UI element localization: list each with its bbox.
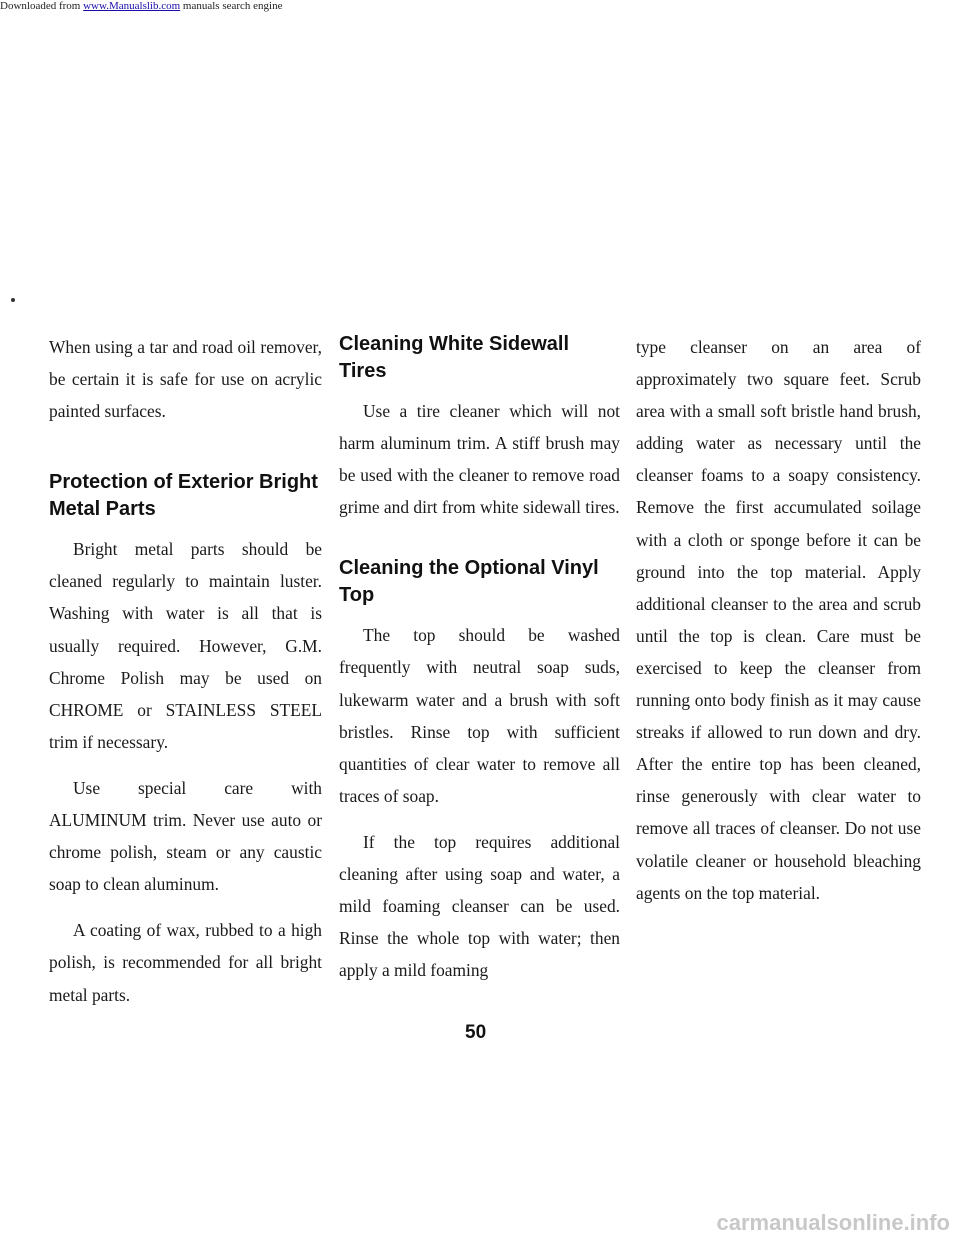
download-banner — [0, 0, 282, 12]
left-column — [49, 331, 322, 1025]
manualslib-link[interactable]: www.Manualslib.com — [83, 0, 181, 12]
heading-protection-bright-metal: Protection of Exterior Bright Metal Parts — [49, 471, 318, 521]
heading-white-sidewall-tires: Cleaning White Sidewall Tires — [339, 333, 570, 382]
stray-dot — [11, 298, 15, 302]
heading-vinyl-top: Cleaning the Optional Vinyl Top — [339, 557, 599, 607]
right-column — [636, 331, 921, 923]
tar-remover-note: When using a tar and road oil remover, be certain it is safe for use on acrylic painted surfaces. — [49, 337, 322, 422]
paragraph: Bright metal parts should be cleaned regularly to maintain luster. Washing with water is all that is usually required. However, G.M. Chrome Polish may be used on CHROME or STAINLESS STEEL trim if necessary. — [49, 539, 322, 752]
paragraph: A coating of wax, rubbed to a high polish, is recommended for all bright metal parts. — [49, 920, 322, 1005]
middle-column — [339, 331, 620, 1000]
paragraph: Use a tire cleaner which will not harm aluminum trim. A stiff brush may be used with the cleaner to remove road grime and dirt from white sidewall tires. — [339, 401, 620, 518]
banner-suffix: manuals search engine — [180, 0, 283, 12]
footer-watermark: carmanualsonline.info — [716, 1210, 950, 1235]
paragraph: If the top requires additional cleaning after using soap and water, a mild foaming cleanser can be used. Rinse the whole top with water; then apply a mild foaming — [339, 831, 620, 981]
paragraph: type cleanser on an area of approximately two square feet. Scrub area with a small soft bristle hand brush, adding water as necessary until the cleanser foams to a soapy consistency. Remove the first accumulated soilage with a cloth or sponge before it can be ground into the top material. Apply additional cleanser to the area and scrub until the top is clean. Care must be exercised to keep the cleanser from running onto body finish as it may cause streaks if allowed to run down and dry. After the entire top has been cleaned, rinse generously with clear water to remove all traces of cleanser. Do not use volatile cleaner or household bleaching agents on the top material. — [636, 337, 921, 903]
page-number: 50 — [465, 1022, 487, 1043]
banner-prefix: Downloaded from — [0, 0, 84, 12]
paragraph: The top should be washed frequently with neutral soap suds, lukewarm water and a brush with soft bristles. Rinse top with sufficient quantities of clear water to remove all traces of soap. — [339, 625, 620, 806]
paragraph: Use special care with ALUMINUM trim. Never use auto or chrome polish, steam or any caustic soap to clean aluminum. — [49, 777, 322, 895]
